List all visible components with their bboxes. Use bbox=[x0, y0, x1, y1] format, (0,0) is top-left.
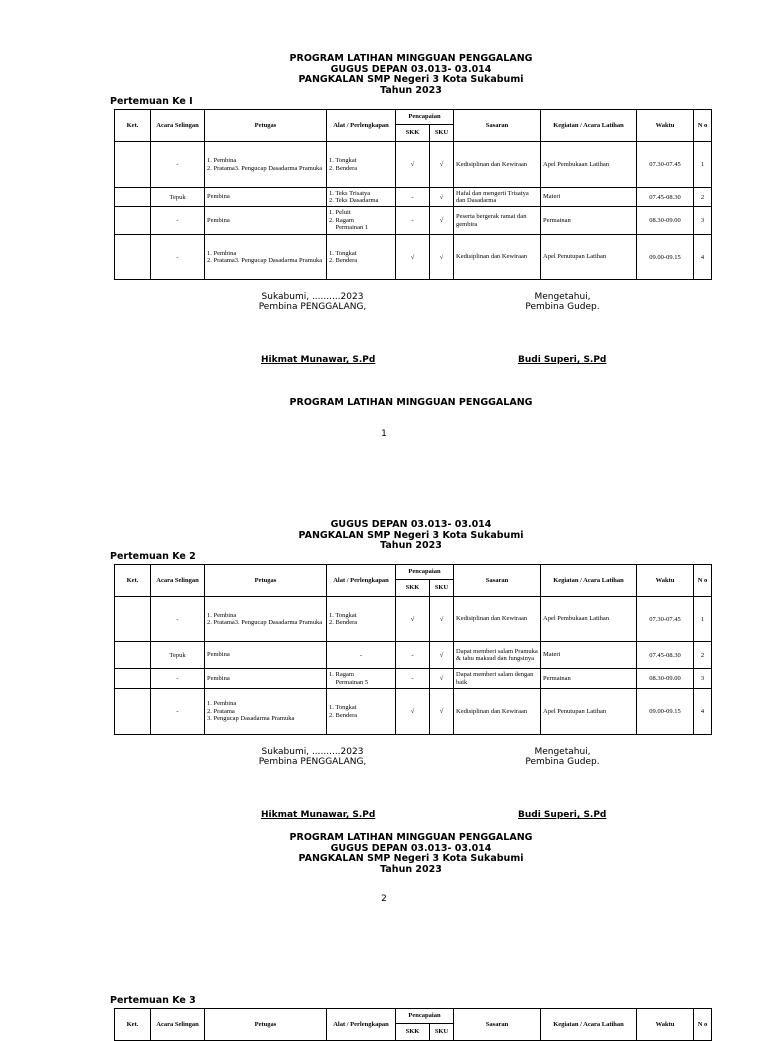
header-ket: Ket. bbox=[115, 110, 151, 142]
petugas-cell: 1. Pembina 2. Pratama3. Pengucap Dasadarma Pramuka bbox=[205, 235, 327, 280]
place-date: Sukabumi, ..........2023 bbox=[261, 292, 364, 302]
ket-cell bbox=[115, 207, 151, 235]
skk-cell: - bbox=[396, 669, 430, 689]
program-title: PROGRAM LATIHAN MINGGUAN PENGGALANG bbox=[289, 832, 533, 843]
ket-cell bbox=[115, 597, 151, 642]
header-alat: Alat / Perlengkapan bbox=[327, 1009, 396, 1041]
header-no: N o bbox=[694, 110, 712, 142]
no-cell: 2 bbox=[694, 188, 712, 207]
signer-name-left: Hikmat Munawar, S.Pd bbox=[261, 810, 376, 820]
meeting-label: Pertemuan Ke 2 bbox=[110, 551, 196, 562]
no-cell: 1 bbox=[694, 142, 712, 188]
footer-program-title bbox=[0, 398, 768, 409]
signature-right bbox=[505, 747, 620, 767]
pangkalan-title: PANGKALAN SMP Negeri 3 Kota Sukabumi bbox=[298, 529, 524, 541]
pembina-gudep-label: Pembina Gudep. bbox=[525, 302, 600, 312]
no-cell: 3 bbox=[694, 207, 712, 235]
header-skk: SKK bbox=[396, 580, 430, 597]
header-sasaran: Sasaran bbox=[454, 1009, 541, 1041]
signature-left bbox=[250, 747, 375, 767]
sku-cell: √ bbox=[430, 689, 454, 735]
ket-cell bbox=[115, 689, 151, 735]
no-cell: 4 bbox=[694, 235, 712, 280]
skk-cell: - bbox=[396, 207, 430, 235]
signer-name-right: Budi Superi, S.Pd bbox=[518, 355, 607, 365]
pembina-gudep-label: Pembina Gudep. bbox=[525, 757, 600, 767]
petugas-cell: 1. Pembina 2. Pratama 3. Pengucap Dasadarma Pramuka bbox=[205, 689, 327, 735]
sasaran-cell: Dapat memberi salam dengan baik bbox=[454, 669, 541, 689]
header-kegiatan: Kegiatan / Acara Latihan bbox=[541, 565, 637, 597]
title-block-3 bbox=[0, 833, 768, 875]
tahun-title: Tahun 2023 bbox=[380, 540, 442, 551]
alat-cell: - bbox=[327, 642, 396, 669]
table-row bbox=[115, 669, 712, 689]
title-block-1 bbox=[0, 54, 768, 96]
gugus-title: GUGUS DEPAN 03.013- 03.014 bbox=[330, 63, 492, 75]
signer-name-right: Budi Superi, S.Pd bbox=[518, 810, 607, 820]
skk-cell: √ bbox=[396, 689, 430, 735]
signature-right bbox=[505, 292, 620, 312]
petugas-cell: 1. Pembina 2. Pratama3. Pengucap Dasadarma Pramuka bbox=[205, 597, 327, 642]
title-block-2 bbox=[0, 520, 768, 552]
ket-cell bbox=[115, 188, 151, 207]
table-row bbox=[115, 188, 712, 207]
skk-cell: √ bbox=[396, 597, 430, 642]
tahun-title: Tahun 2023 bbox=[380, 84, 442, 96]
no-cell: 1 bbox=[694, 597, 712, 642]
sasaran-cell: Kedisiplinan dan Kewiraan bbox=[454, 235, 541, 280]
no-cell: 3 bbox=[694, 669, 712, 689]
acara-cell: Tepuk bbox=[151, 188, 205, 207]
pangkalan-title: PANGKALAN SMP Negeri 3 Kota Sukabumi bbox=[298, 853, 524, 864]
alat-cell: 1. Tongkat 2. Bendera bbox=[327, 597, 396, 642]
header-alat: Alat / Perlengkapan bbox=[327, 565, 396, 597]
header-sku: SKU bbox=[430, 125, 454, 142]
meeting-label: Pertemuan Ke I bbox=[110, 96, 193, 107]
waktu-cell: 09.00-09.15 bbox=[637, 235, 694, 280]
kegiatan-cell: Permainan bbox=[541, 207, 637, 235]
header-no: N o bbox=[694, 565, 712, 597]
alat-cell: 1. Ragam Permainan 5 bbox=[327, 669, 396, 689]
table-row bbox=[115, 235, 712, 280]
acara-cell: - bbox=[151, 669, 205, 689]
header-alat: Alat / Perlengkapan bbox=[327, 110, 396, 142]
acara-cell: - bbox=[151, 207, 205, 235]
kegiatan-cell: Materi bbox=[541, 188, 637, 207]
page-number: 1 bbox=[381, 429, 387, 439]
header-pencapaian: Pencapaian bbox=[396, 565, 454, 580]
header-petugas: Petugas bbox=[205, 565, 327, 597]
acara-cell: Tepuk bbox=[151, 642, 205, 669]
schedule-table bbox=[114, 564, 712, 735]
tahun-title: Tahun 2023 bbox=[380, 863, 442, 875]
header-kegiatan: Kegiatan / Acara Latihan bbox=[541, 1009, 637, 1041]
gugus-title: GUGUS DEPAN 03.013- 03.014 bbox=[330, 842, 492, 854]
sasaran-cell: Dapat memberi salam Pramuka & tahu maksud dan fungsinya bbox=[454, 642, 541, 669]
petugas-cell: Pembina bbox=[205, 669, 327, 689]
header-acara: Acara Selingan bbox=[151, 1009, 205, 1041]
waktu-cell: 09.00-09.15 bbox=[637, 689, 694, 735]
sasaran-cell: Kedisiplinan dan Kewiraan bbox=[454, 597, 541, 642]
petugas-cell: 1. Pembina 2. Pratama3. Pengucap Dasadarma Pramuka bbox=[205, 142, 327, 188]
header-acara: Acara Selingan bbox=[151, 110, 205, 142]
header-no: N o bbox=[694, 1009, 712, 1041]
header-skk: SKK bbox=[396, 125, 430, 142]
alat-cell: 1. Tongkat 2. Bendera bbox=[327, 689, 396, 735]
pangkalan-title: PANGKALAN SMP Negeri 3 Kota Sukabumi bbox=[298, 74, 524, 85]
petugas-cell: Pembina bbox=[205, 642, 327, 669]
schedule-table bbox=[114, 109, 712, 280]
skk-cell: √ bbox=[396, 235, 430, 280]
ket-cell bbox=[115, 642, 151, 669]
ket-cell bbox=[115, 235, 151, 280]
header-waktu: Waktu bbox=[637, 110, 694, 142]
pembina-penggalang-label: Pembina PENGGALANG, bbox=[258, 302, 367, 312]
alat-cell: 1. Peluit 2. Ragam Permainan 1 bbox=[327, 207, 396, 235]
acara-cell: - bbox=[151, 689, 205, 735]
header-petugas: Petugas bbox=[205, 110, 327, 142]
signer-name-left: Hikmat Munawar, S.Pd bbox=[261, 355, 376, 365]
table-row bbox=[115, 142, 712, 188]
sku-cell: √ bbox=[430, 188, 454, 207]
kegiatan-cell: Permainan bbox=[541, 669, 637, 689]
sasaran-cell: Kedisiplinan dan Kewiraan bbox=[454, 142, 541, 188]
place-date: Sukabumi, ..........2023 bbox=[261, 747, 364, 757]
petugas-cell: Pembina bbox=[205, 207, 327, 235]
table-row bbox=[115, 597, 712, 642]
waktu-cell: 08.30-09.00 bbox=[637, 207, 694, 235]
ket-cell bbox=[115, 142, 151, 188]
sku-cell: √ bbox=[430, 642, 454, 669]
no-cell: 2 bbox=[694, 642, 712, 669]
mengetahui-label: Mengetahui, bbox=[534, 747, 591, 757]
waktu-cell: 08.30-09.00 bbox=[637, 669, 694, 689]
skk-cell: - bbox=[396, 642, 430, 669]
waktu-cell: 07.45-08.30 bbox=[637, 188, 694, 207]
header-petugas: Petugas bbox=[205, 1009, 327, 1041]
table-row bbox=[115, 207, 712, 235]
kegiatan-cell: Apel Penutupan Latihan bbox=[541, 689, 637, 735]
header-sasaran: Sasaran bbox=[454, 565, 541, 597]
header-kegiatan: Kegiatan / Acara Latihan bbox=[541, 110, 637, 142]
sku-cell: √ bbox=[430, 597, 454, 642]
table-row bbox=[115, 689, 712, 735]
header-waktu: Waktu bbox=[637, 1009, 694, 1041]
sku-cell: √ bbox=[430, 235, 454, 280]
waktu-cell: 07.30-07.45 bbox=[637, 142, 694, 188]
petugas-cell: Pembina bbox=[205, 188, 327, 207]
header-sku: SKU bbox=[430, 580, 454, 597]
header-pencapaian: Pencapaian bbox=[396, 1009, 454, 1024]
sasaran-cell: Kedisiplinan dan Kewiraan bbox=[454, 689, 541, 735]
schedule-table bbox=[114, 1008, 712, 1041]
kegiatan-cell: Apel Pembukaan Latihan bbox=[541, 142, 637, 188]
alat-cell: 1. Tongkat 2. Bendera bbox=[327, 142, 396, 188]
ket-cell bbox=[115, 669, 151, 689]
pembina-penggalang-label: Pembina PENGGALANG, bbox=[258, 757, 367, 767]
header-waktu: Waktu bbox=[637, 565, 694, 597]
page-number: 2 bbox=[381, 894, 387, 904]
sku-cell: √ bbox=[430, 142, 454, 188]
acara-cell: - bbox=[151, 235, 205, 280]
header-acara: Acara Selingan bbox=[151, 565, 205, 597]
alat-cell: 1. Teks Trisatya 2. Teks Dasadarma bbox=[327, 188, 396, 207]
kegiatan-cell: Apel Pembukaan Latihan bbox=[541, 597, 637, 642]
sku-cell: √ bbox=[430, 669, 454, 689]
acara-cell: - bbox=[151, 142, 205, 188]
mengetahui-label: Mengetahui, bbox=[534, 292, 591, 302]
sku-cell: √ bbox=[430, 207, 454, 235]
kegiatan-cell: Materi bbox=[541, 642, 637, 669]
skk-cell: - bbox=[396, 188, 430, 207]
gugus-title: GUGUS DEPAN 03.013- 03.014 bbox=[330, 519, 492, 530]
signature-left bbox=[250, 292, 375, 312]
table-row bbox=[115, 642, 712, 669]
header-skk: SKK bbox=[396, 1024, 430, 1041]
alat-cell: 1. Tongkat 2. Bendera bbox=[327, 235, 396, 280]
kegiatan-cell: Apel Penutupan Latihan bbox=[541, 235, 637, 280]
waktu-cell: 07.30-07.45 bbox=[637, 597, 694, 642]
meeting-label: Pertemuan Ke 3 bbox=[110, 995, 196, 1006]
no-cell: 4 bbox=[694, 689, 712, 735]
header-sku: SKU bbox=[430, 1024, 454, 1041]
waktu-cell: 07.45-08.30 bbox=[637, 642, 694, 669]
program-title: PROGRAM LATIHAN MINGGUAN PENGGALANG bbox=[289, 53, 533, 64]
header-sasaran: Sasaran bbox=[454, 110, 541, 142]
header-ket: Ket. bbox=[115, 565, 151, 597]
header-ket: Ket. bbox=[115, 1009, 151, 1041]
sasaran-cell: Hafal dan mengerti Trisatya dan Dasadarma bbox=[454, 188, 541, 207]
program-title: PROGRAM LATIHAN MINGGUAN PENGGALANG bbox=[289, 397, 533, 408]
acara-cell: - bbox=[151, 597, 205, 642]
skk-cell: √ bbox=[396, 142, 430, 188]
sasaran-cell: Peserta bergerak ramai dan gembira bbox=[454, 207, 541, 235]
header-pencapaian: Pencapaian bbox=[396, 110, 454, 125]
